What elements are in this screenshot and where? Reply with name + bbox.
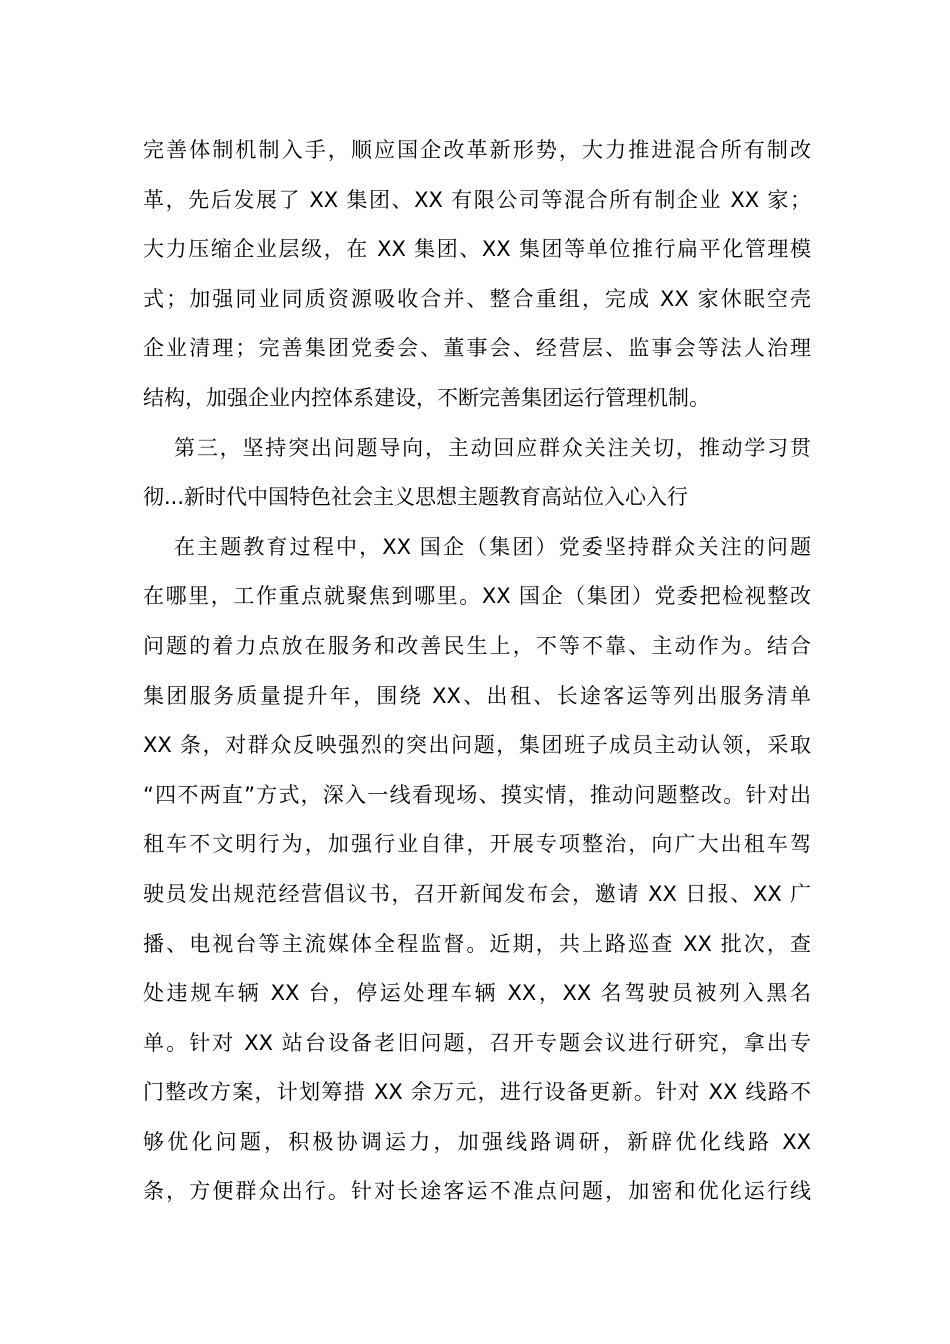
text-line: 够优化问题，积极协调运力，加强线路调研，新辟优化线路 XX [143,1129,811,1154]
section-heading-line: 彻...新时代中国特色社会主义思想主题教育高站位入心入行 [143,485,689,510]
text-line: 播、电视台等主流媒体全程监督。近期，共上路巡查 XX 批次，查 [143,931,811,956]
text-line: “四不两直”方式，深入一线看现场、摸实情，推动问题整改。针对出 [143,782,811,807]
text-line: 处违规车辆 XX 台，停运处理车辆 XX，XX 名驾驶员被列入黑名 [143,981,811,1006]
text-line: 在哪里，工作重点就聚焦到哪里。XX 国企（集团）党委把检视整改 [143,584,811,609]
text-line: 驶员发出规范经营倡议书，召开新闻发布会，邀请 XX 日报、XX 广 [143,881,811,906]
text-line: 单。针对 XX 站台设备老旧问题，召开专题会议进行研究，拿出专 [143,1030,811,1055]
text-line: 集团服务质量提升年，围绕 XX、出租、长途客运等列出服务清单 [143,683,811,708]
text-line: 门整改方案，计划筹措 XX 余万元，进行设备更新。针对 XX 线路不 [143,1080,811,1105]
text-line: 租车不文明行为，加强行业自律，开展专项整治，向广大出租车驾 [143,832,811,857]
text-line: 企业清理；完善集团党委会、董事会、经营层、监事会等法人治理 [143,336,811,361]
text-line: 大力压缩企业层级，在 XX 集团、XX 集团等单位推行扁平化管理模 [143,237,811,262]
text-line: 在主题教育过程中，XX 国企（集团）党委坚持群众关注的问题 [174,534,811,559]
text-line: 结构，加强企业内控体系建设，不断完善集团运行管理机制。 [143,385,710,410]
text-line: 革，先后发展了 XX 集团、XX 有限公司等混合所有制企业 XX 家； [143,187,811,212]
section-heading-line: 第三，坚持突出问题导向，主动回应群众关注关切，推动学习贯 [174,435,811,460]
text-line: 条，方便群众出行。针对长途客运不准点问题，加密和优化运行线 [143,1179,811,1204]
text-line: XX 条，对群众反映强烈的突出问题，集团班子成员主动认领，采取 [143,733,811,758]
text-line: 问题的着力点放在服务和改善民生上，不等不靠、主动作为。结合 [143,633,811,658]
document-body [143,126,811,1217]
text-line: 完善体制机制入手，顺应国企改革新形势，大力推进混合所有制改 [143,138,811,162]
text-line: 式；加强同业同质资源吸收合并、整合重组，完成 XX 家休眠空壳 [143,286,811,311]
